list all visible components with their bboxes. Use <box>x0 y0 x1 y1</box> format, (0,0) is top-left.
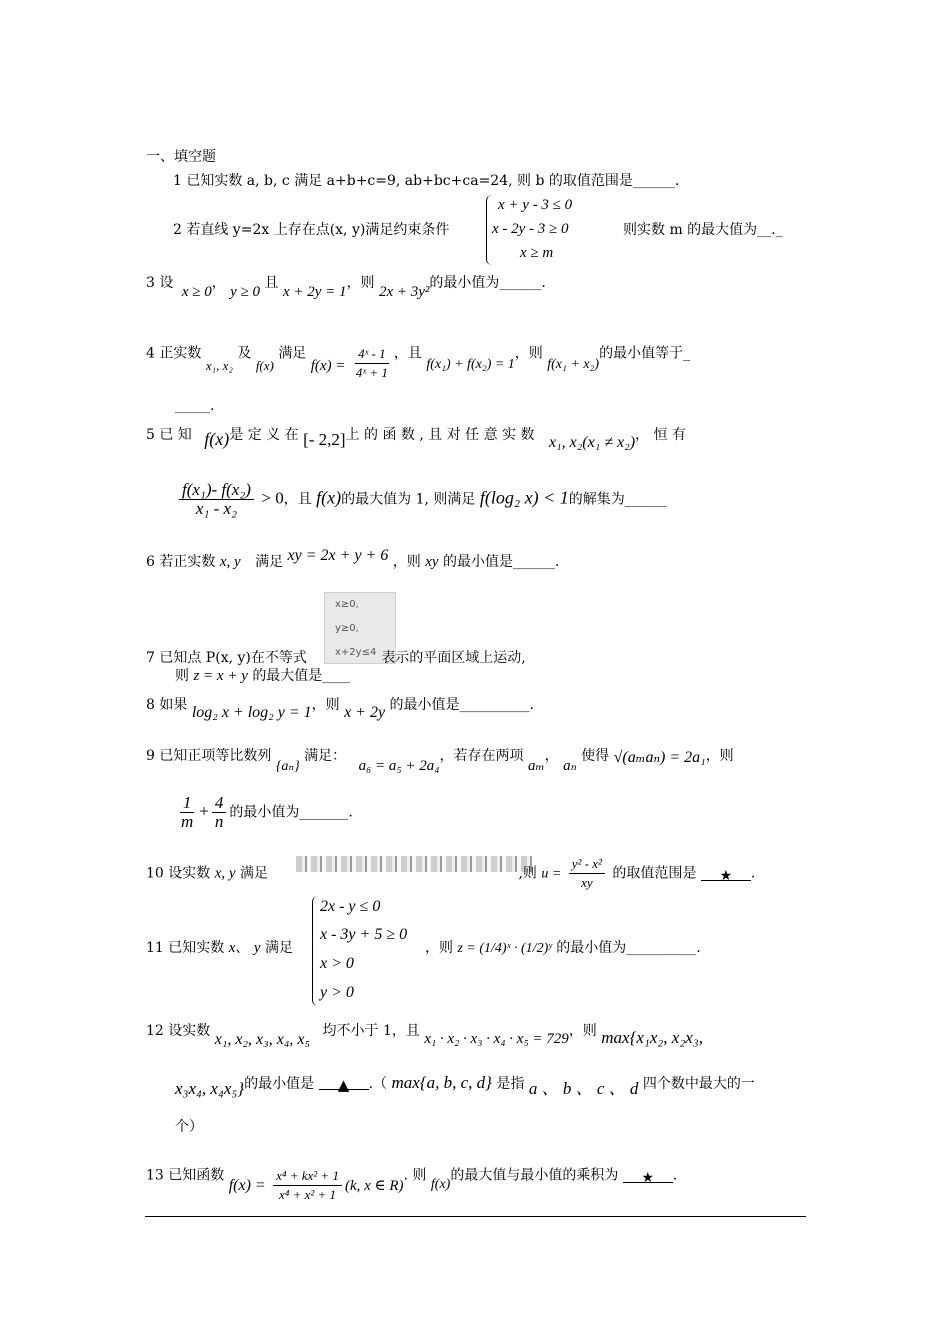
math-f: f(x) <box>255 357 274 373</box>
system-row-3: x ≥ m <box>520 245 554 261</box>
text: . 则 <box>403 1167 427 1184</box>
text: 的解集为______ <box>568 491 667 508</box>
text: 的最小值为_______. <box>229 804 353 821</box>
math-x-nonneg: x ≥ 0 <box>181 284 212 300</box>
text: ，则 <box>311 697 340 713</box>
math-recurrence: a₆ = a₅ + 2a₄ <box>358 758 440 774</box>
text: . <box>672 1167 678 1184</box>
text: 10 设实数 <box>146 865 211 882</box>
denominator: xy <box>581 875 593 890</box>
math-am: aₘ <box>527 758 545 774</box>
text: ， 恒 有 <box>635 427 686 443</box>
answer-blank-triangle: ▲ <box>319 1075 369 1090</box>
math-inequality: f(log₂ x) < 1 <box>479 487 569 508</box>
fraction <box>353 345 391 382</box>
text: 均不小于 1，且 <box>322 1023 420 1039</box>
text: 11 已知实数 <box>146 940 225 956</box>
system-row-4: y > 0 <box>320 984 354 1001</box>
math-xy: xy <box>425 554 439 570</box>
denominator: 4ˣ + 1 <box>355 365 388 380</box>
text: 的最大值是____ <box>252 668 351 684</box>
text: 的最小值为__________. <box>556 940 701 956</box>
problem-11-tail <box>425 938 701 959</box>
math-z: z = x + y <box>193 668 248 684</box>
fraction <box>569 855 605 892</box>
text: . <box>750 865 756 882</box>
numerator: x⁴ + kx² + 1 <box>273 1167 342 1186</box>
math-vars: x, y <box>214 865 236 882</box>
math-domain: [- 2,2] <box>303 430 346 449</box>
text: 的最小值为______. <box>429 275 546 291</box>
problem-5-line2 <box>176 481 667 518</box>
problem-5 <box>146 423 686 451</box>
text: 使得 <box>581 748 610 764</box>
system-row-2: x - 2y - 3 ≥ 0 <box>492 221 569 237</box>
problem-2-lead: 2 若直线 y=2x 上存在点(x, y)满足约束条件 <box>173 222 450 238</box>
math-product: x₁ · x₂ · x₃ · x₄ · x₅ = 729 <box>424 1031 569 1047</box>
math-expression: 2x + 3y² <box>378 284 430 300</box>
text: 上 的 函 数 , 且 对 任 意 实 数 <box>345 427 535 443</box>
text: 7 已知点 P(x, y)在不等式 <box>146 650 307 666</box>
text: ，则 <box>425 940 453 956</box>
text: ，且 <box>283 491 312 508</box>
text: 的最小值是__________. <box>389 697 534 713</box>
math-max-def: max{a, b, c, d} <box>391 1073 492 1092</box>
numerator: f(x₁)- f(x₂) <box>179 481 254 500</box>
text: ，若存在两项 <box>439 748 524 764</box>
problem-11-lead <box>146 938 293 958</box>
img-row-3: x+2y≤4 <box>335 647 377 658</box>
math-y: y <box>253 940 261 956</box>
numerator: 1 <box>180 794 195 813</box>
math-abcd: a 、 b 、 c 、 d <box>528 1079 639 1098</box>
system-row-3: x > 0 <box>320 955 354 972</box>
problem-6 <box>146 547 560 572</box>
img-row-1: x≥0, <box>335 599 359 610</box>
text: ,则 <box>518 865 537 882</box>
math-f: f(x) <box>430 1176 451 1192</box>
system-row-1: x + y - 3 ≤ 0 <box>498 197 573 213</box>
math-target: f(x₁ + x₂) <box>547 356 600 372</box>
math-fx: f(x) = <box>310 357 346 374</box>
math-expression: x + 2y <box>344 704 386 721</box>
fraction <box>179 481 254 518</box>
img-row-2: y≥0, <box>335 623 359 634</box>
section-title: 一、填空题 <box>146 149 216 165</box>
problem-3 <box>146 273 546 300</box>
math-plus: + <box>199 801 209 821</box>
problem-2-tail: 则实数 m 的最大值为__._ <box>623 222 783 238</box>
numerator: 4 <box>212 794 227 813</box>
text: 、 <box>235 940 250 956</box>
problem-7 <box>146 648 526 668</box>
text: ，则 <box>705 748 734 764</box>
text: 的最大值为 1, 则满足 <box>341 491 476 508</box>
text: 的最小值等于_ <box>599 345 691 362</box>
system-row-2: x - 3y + 5 ≥ 0 <box>320 926 408 943</box>
text: 满足 <box>240 865 268 882</box>
text: ，且 <box>393 345 422 362</box>
text: ，则 <box>568 1023 597 1039</box>
text: 是指 <box>496 1076 525 1092</box>
text: 且 <box>264 275 279 291</box>
text: ， <box>211 275 226 291</box>
text: 满足 <box>278 345 307 362</box>
problem-9 <box>146 746 734 774</box>
problem-4 <box>146 335 691 380</box>
math-constraint: x + 2y = 1 <box>282 284 347 300</box>
text: ，则 <box>392 554 421 570</box>
math-f: f(x) <box>204 429 230 449</box>
numerator: 4ˣ - 1 <box>355 345 389 364</box>
text: 4 正实数 <box>146 345 202 362</box>
text: ，则 <box>514 345 543 362</box>
text: 8 如果 <box>146 697 188 713</box>
problem-7-line2 <box>175 666 350 686</box>
text: 12 设实数 <box>146 1023 211 1039</box>
answer-blank-star: ★ <box>701 866 751 881</box>
problem-8 <box>146 695 534 721</box>
problem-1: 1 已知实数 a, b, c 满足 a+b+c=9, ab+bc+ca=24, 则 b 的取值范围是______. <box>173 173 680 189</box>
math-an: aₙ <box>563 758 577 774</box>
math-x: x <box>228 940 236 956</box>
fraction <box>273 1167 342 1204</box>
text: ， <box>544 748 559 764</box>
system-row-1: 2x - y ≤ 0 <box>320 898 381 915</box>
text: 则 <box>175 668 189 684</box>
text: 13 已知函数 <box>146 1167 225 1184</box>
denominator: x⁴ + x² + 1 <box>279 1187 337 1202</box>
problem-10 <box>146 855 755 892</box>
text: 3 设 <box>146 275 174 291</box>
math-max-part2: x₃x₄, x₄x₅} <box>175 1079 245 1098</box>
text: 满足： <box>304 748 347 764</box>
text: 是 定 义 在 <box>229 427 299 443</box>
text: 满足 <box>255 554 284 570</box>
footer-rule <box>145 1216 806 1217</box>
problem-9-line2 <box>175 794 353 831</box>
problem-12-line2 <box>175 1073 755 1098</box>
math-condition: f(x₁) + f(x₂) = 1 <box>426 356 515 372</box>
fraction-4-over-n <box>212 794 227 831</box>
text: 6 若正实数 <box>146 554 216 570</box>
problem-12-line3: 个） <box>175 1119 203 1135</box>
text: 及 <box>237 345 252 362</box>
denominator: n <box>214 812 224 831</box>
math-max-part1: max{x₁x₂, x₂x₃, <box>601 1028 703 1047</box>
text: ，则 <box>346 275 375 291</box>
math-equation: xy = 2x + y + 6 <box>287 547 389 564</box>
problem-13 <box>146 1157 678 1202</box>
problem-12 <box>146 1020 703 1048</box>
text: 表示的平面区域上运动, <box>381 650 526 666</box>
text: 满足 <box>264 940 293 956</box>
math-f: f(x) <box>316 487 342 508</box>
math-root-condition: √(aₘaₙ) = 2a₁ <box>613 749 706 766</box>
denominator: x₁ - x₂ <box>195 499 237 518</box>
text: 的最大值与最小值的乘积为 <box>450 1167 619 1184</box>
math-vars: x₁, x₂(x₁ ≠ x₂) <box>548 434 636 451</box>
text: .（ <box>368 1076 388 1092</box>
math-u: u = <box>541 866 562 882</box>
text: 四个数中最大的一 <box>642 1076 755 1092</box>
math-vars: x₁, x₂ <box>205 357 233 373</box>
problem-4-line2: _____. <box>175 398 215 414</box>
text: 的最小值是 <box>244 1076 315 1092</box>
text: 的最小值是______. <box>443 554 560 570</box>
numerator: y² - x² <box>569 855 605 874</box>
math-z: z = (1/4)ˣ · (1/2)ʸ <box>457 941 552 956</box>
text: 9 已知正项等比数列 <box>146 748 272 764</box>
math-y-nonneg: y ≥ 0 <box>230 284 261 300</box>
math-log-equation: log₂ x + log₂ y = 1 <box>191 704 312 721</box>
math-domain: (k, x ∈ R) <box>344 1177 404 1194</box>
text: 的取值范围是 <box>612 865 697 882</box>
math-vars: x₁, x₂, x₃, x₄, x₅ <box>214 1031 311 1048</box>
math-sequence: {aₙ} <box>275 759 300 774</box>
text: 5 已 知 <box>146 427 192 443</box>
fraction-1-over-m <box>178 794 196 831</box>
math-vars: x, y <box>219 554 241 570</box>
math-fx: f(x) = <box>228 1176 266 1194</box>
denominator: m <box>181 812 194 831</box>
math-gt: > 0 <box>261 488 284 508</box>
answer-blank-star: ★ <box>623 1168 673 1183</box>
